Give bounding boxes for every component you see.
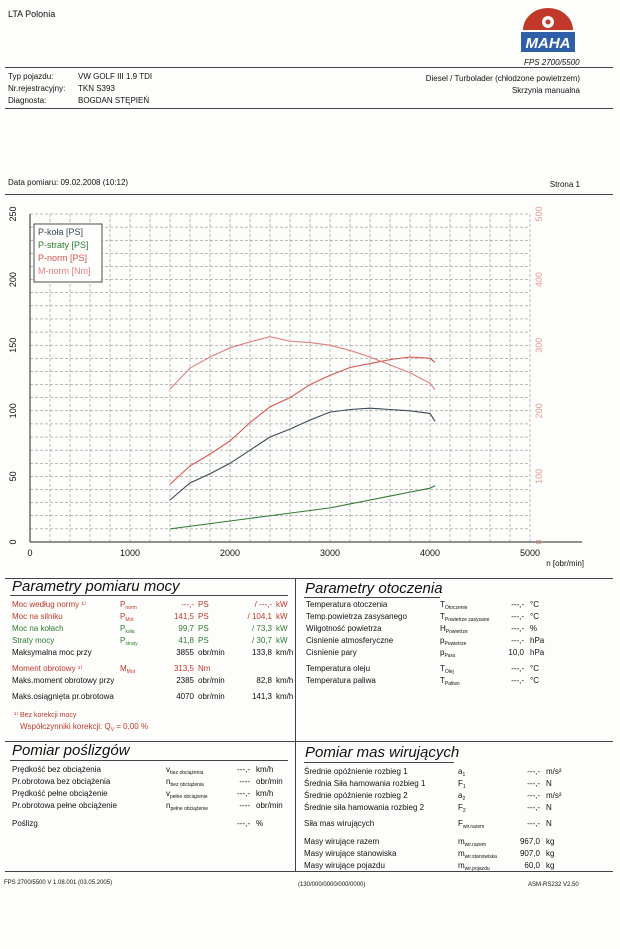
param-symbol: $F_{wir.razem}$ [458, 819, 485, 830]
y-left-tick-label: 200 [8, 272, 18, 288]
reg-value: TKN S393 [78, 84, 115, 93]
param-unit: obr/min [198, 648, 225, 657]
param-label: Średnie siła hamowania rozbieg 2 [304, 803, 425, 812]
param-symbol: $F_1$ [458, 779, 466, 790]
param-unit: PS [198, 624, 209, 633]
param-symbol: $n_{pełne obciążenie}$ [166, 801, 208, 812]
series-line-2 [170, 357, 435, 484]
param-value: ---,- [237, 789, 250, 798]
param-label: Straty mocy [12, 636, 55, 645]
param-unit-2: kW [276, 624, 288, 633]
param-value: 2385 [176, 676, 194, 685]
y-right-tick-label: 200 [534, 403, 544, 419]
param-unit: °C [530, 600, 539, 609]
param-unit: obr/min [256, 801, 283, 810]
param-label: Wilgotność powietrza [306, 624, 382, 633]
diag-label: Diagnosta: [8, 96, 47, 105]
maha-logo [519, 8, 577, 56]
param-value: ---,- [527, 791, 540, 800]
param-symbol: $F_2$ [458, 803, 466, 814]
y-left-tick-label: 0 [8, 539, 18, 545]
x-tick-label: 3000 [319, 548, 341, 558]
param-symbol: $T_{Powietrze zasysane}$ [440, 612, 490, 623]
param-unit-2: km/h [276, 692, 294, 701]
param-value: ---,- [511, 612, 524, 621]
param-label: Moc na silniku [12, 612, 63, 621]
param-value: ---,- [511, 600, 524, 609]
param-symbol: $a_2$ [458, 791, 466, 802]
param-symbol: $v_{pełne obciążenie}$ [166, 789, 208, 800]
param-value: ---,- [527, 779, 540, 788]
footer-interface: ASM-RS232 V2.50 [528, 882, 579, 888]
param-symbol: $T_{Otoczenie}$ [440, 600, 468, 611]
param-value: 907,0 [519, 849, 540, 858]
param-symbol: $T_{Olej}$ [440, 664, 454, 675]
param-label: Temp.powietrza zasysanego [306, 612, 407, 621]
param-label: Prędkość pełne obciążenie [12, 789, 108, 798]
param-symbol: $T_{Paliwo}$ [440, 676, 460, 687]
param-label: Moc na kołach [12, 624, 64, 633]
param-value: ---,- [511, 624, 524, 633]
x-tick-label: 2000 [219, 548, 241, 558]
param-symbol: $P_{koła}$ [120, 624, 135, 635]
param-unit: °C [530, 612, 539, 621]
slip-section-title: Pomiar poślizgów [12, 742, 130, 759]
param-symbol: $p_{Para}$ [440, 648, 456, 659]
slip-params [12, 765, 297, 835]
param-value-2: / 104,1 [247, 612, 272, 621]
env-section-title: Parametry otoczenia [305, 580, 443, 597]
y-right-tick-label: 400 [534, 272, 544, 288]
param-label: Cisnienie atmosferyczne [306, 636, 394, 645]
diag-value: BOGDAN STĘPIEŃ [78, 96, 150, 105]
param-value: ---,- [181, 600, 194, 609]
param-label: Siła mas wirujących [304, 819, 375, 828]
param-unit-2: kW [276, 636, 288, 645]
param-label: Temperatura oleju [306, 664, 371, 673]
param-label: Maks.moment obrotowy przy [12, 676, 115, 685]
param-value-2: / 30,7 [251, 636, 272, 645]
param-unit-2: km/h [276, 676, 294, 685]
param-unit: PS [198, 636, 209, 645]
param-label: Cisnienie pary [306, 648, 357, 657]
param-unit: Nm [198, 664, 211, 673]
device-model: FPS 2700/5500 [524, 58, 580, 67]
param-unit: obr/min [198, 692, 225, 701]
y-right-tick-label: 500 [534, 206, 544, 222]
param-unit: kg [546, 837, 555, 846]
param-label: Temperatura paliwa [306, 676, 376, 685]
param-value: 967,0 [519, 837, 540, 846]
param-label: Moc według normy ¹⁾ [12, 600, 86, 609]
param-unit: kg [546, 849, 555, 858]
y-left-tick-label: 150 [8, 337, 18, 353]
param-unit: obr/min [198, 676, 225, 685]
param-unit: km/h [256, 789, 274, 798]
param-label: Pr.obrotowa pełne obciążenie [12, 801, 117, 810]
param-unit: % [256, 819, 264, 828]
param-value: 10,0 [508, 648, 524, 657]
y-left-tick-label: 50 [8, 471, 18, 482]
param-unit: % [530, 624, 538, 633]
param-unit: PS [198, 600, 209, 609]
y-right-tick-label: 300 [534, 337, 544, 353]
inertia-params [304, 767, 609, 877]
param-unit: N [546, 779, 552, 788]
param-value: 99,7 [178, 624, 194, 633]
series-line-3 [170, 337, 435, 390]
param-unit: PS [198, 612, 209, 621]
param-value: 313,5 [173, 664, 194, 673]
measurement-date: Data pomiaru: 09.02.2008 (10:12) [8, 178, 129, 187]
param-symbol: $a_1$ [458, 767, 466, 778]
y-left-tick-label: 250 [8, 206, 18, 222]
param-label: Temperatura otoczenia [306, 600, 388, 609]
param-label: Poślizg [12, 819, 38, 828]
param-value: 3855 [176, 648, 194, 657]
dyno-chart [0, 196, 600, 574]
param-value: ---,- [527, 819, 540, 828]
y-left-tick-label: 100 [8, 403, 18, 419]
correction-factors: Współczynniki korekcji: $Q_V = 0,00$ % [20, 722, 149, 733]
param-label: Masy wirujące stanowiska [304, 849, 397, 858]
legend-entry-1: P-straty [PS] [38, 240, 89, 250]
param-label: Średnie opóźnienie rozbieg 1 [304, 767, 408, 776]
param-label: Moment obrotowy ¹⁾ [12, 664, 83, 673]
param-label: Średnia Siła hamowania rozbieg 1 [304, 779, 426, 788]
param-value: ---- [239, 801, 250, 810]
param-label: Masy wirujące pojazdu [304, 861, 385, 870]
param-value: ---,- [527, 803, 540, 812]
param-unit: °C [530, 664, 539, 673]
x-tick-label: 4000 [419, 548, 441, 558]
param-symbol: $n_{bez obciążenia}$ [166, 777, 204, 788]
param-label: Masy wirujące razem [304, 837, 380, 846]
param-unit: hPa [530, 636, 545, 645]
legend-entry-0: P-koła [PS] [38, 227, 84, 237]
vehicle-type-label: Typ pojazdu: [8, 72, 54, 81]
param-symbol: $P_{straty}$ [120, 636, 138, 647]
logo-text: MAHA [525, 35, 571, 52]
param-unit: m/s² [546, 791, 562, 800]
param-value-2: / 73,3 [251, 624, 272, 633]
environment-params [306, 600, 606, 700]
power-section-title: Parametry pomiaru mocy [12, 578, 180, 595]
param-value: 141,5 [173, 612, 194, 621]
param-value: ---,- [237, 819, 250, 828]
param-value: ---,- [511, 676, 524, 685]
param-label: Maks.osiągnięta pr.obrotowa [12, 692, 114, 701]
legend-entry-3: M-norm [Nm] [38, 266, 91, 276]
param-value-2: 141,3 [251, 692, 272, 701]
param-symbol: $m_{wir.razem}$ [458, 837, 487, 848]
param-value: 4070 [176, 692, 194, 701]
param-label: Maksymalna moc przy [12, 648, 92, 657]
param-unit: N [546, 819, 552, 828]
param-unit: obr/min [256, 777, 283, 786]
param-unit-2: km/h [276, 648, 294, 657]
param-unit-2: kW [276, 600, 288, 609]
param-value: 41,8 [178, 636, 194, 645]
param-symbol: $P_{Mot}$ [120, 612, 134, 623]
legend-entry-2: P-norm [PS] [38, 253, 88, 263]
param-label: Prędkość bez obciążenia [12, 765, 101, 774]
engine-type: Diesel / Turbolader (chłodzone powietrzem) [425, 74, 580, 83]
gearbox-type: Skrzynia manualna [511, 86, 580, 95]
y-right-tick-label: 100 [534, 468, 544, 484]
series-line-1 [170, 486, 435, 529]
y-right-tick-label: 0 [534, 539, 544, 545]
param-unit: m/s² [546, 767, 562, 776]
param-value-2: / ---,- [254, 600, 272, 609]
param-symbol: $M_{Mot}$ [120, 664, 136, 675]
param-value: ---- [239, 777, 250, 786]
param-value: ---,- [511, 664, 524, 673]
param-unit: °C [530, 676, 539, 685]
page-number: Strona 1 [549, 180, 580, 189]
param-symbol: $v_{bez obciążenia}$ [166, 765, 204, 776]
param-unit-2: kW [276, 612, 288, 621]
footer-version: FPS 2700/5500 V 1.08.001 (03.05.2005) [4, 880, 113, 886]
vehicle-type-value: VW GOLF III 1.9 TDI [78, 72, 153, 81]
param-value-2: 133,8 [251, 648, 272, 657]
param-value-2: 82,8 [256, 676, 272, 685]
param-value: ---,- [511, 636, 524, 645]
param-symbol: $m_{wir.pojazdu}$ [458, 861, 490, 872]
inertia-section-title: Pomiar mas wirujących [305, 744, 460, 761]
param-value: ---,- [527, 767, 540, 776]
param-value: ---,- [237, 765, 250, 774]
param-value: 60,0 [524, 861, 540, 870]
x-tick-label: 1000 [119, 548, 141, 558]
param-unit: kg [546, 861, 555, 870]
param-symbol: $H_{Powietrze}$ [440, 624, 468, 635]
param-label: Średnie opóźnienie rozbieg 2 [304, 791, 408, 800]
x-axis-label: n [obr/min] [546, 559, 584, 568]
param-symbol: $P_{norm}$ [120, 600, 137, 611]
x-tick-label: 5000 [519, 548, 541, 558]
param-label: Pr.obrotowa bez obciążenia [12, 777, 111, 786]
reg-label: Nr.rejestracyjny: [8, 84, 66, 93]
correction-note: ¹⁾ Bez korekcji mocy [14, 712, 77, 719]
company-name: LTA Polonia [8, 9, 56, 19]
x-tick-label: 0 [27, 548, 33, 558]
param-symbol: $m_{wir.stanowiska}$ [458, 849, 497, 860]
param-unit: km/h [256, 765, 274, 774]
param-unit: N [546, 803, 552, 812]
power-params [12, 600, 297, 712]
param-symbol: $p_{Powietrze}$ [440, 636, 467, 647]
footer-code: (130/000/0000/000/0000) [298, 882, 366, 888]
param-unit: hPa [530, 648, 545, 657]
